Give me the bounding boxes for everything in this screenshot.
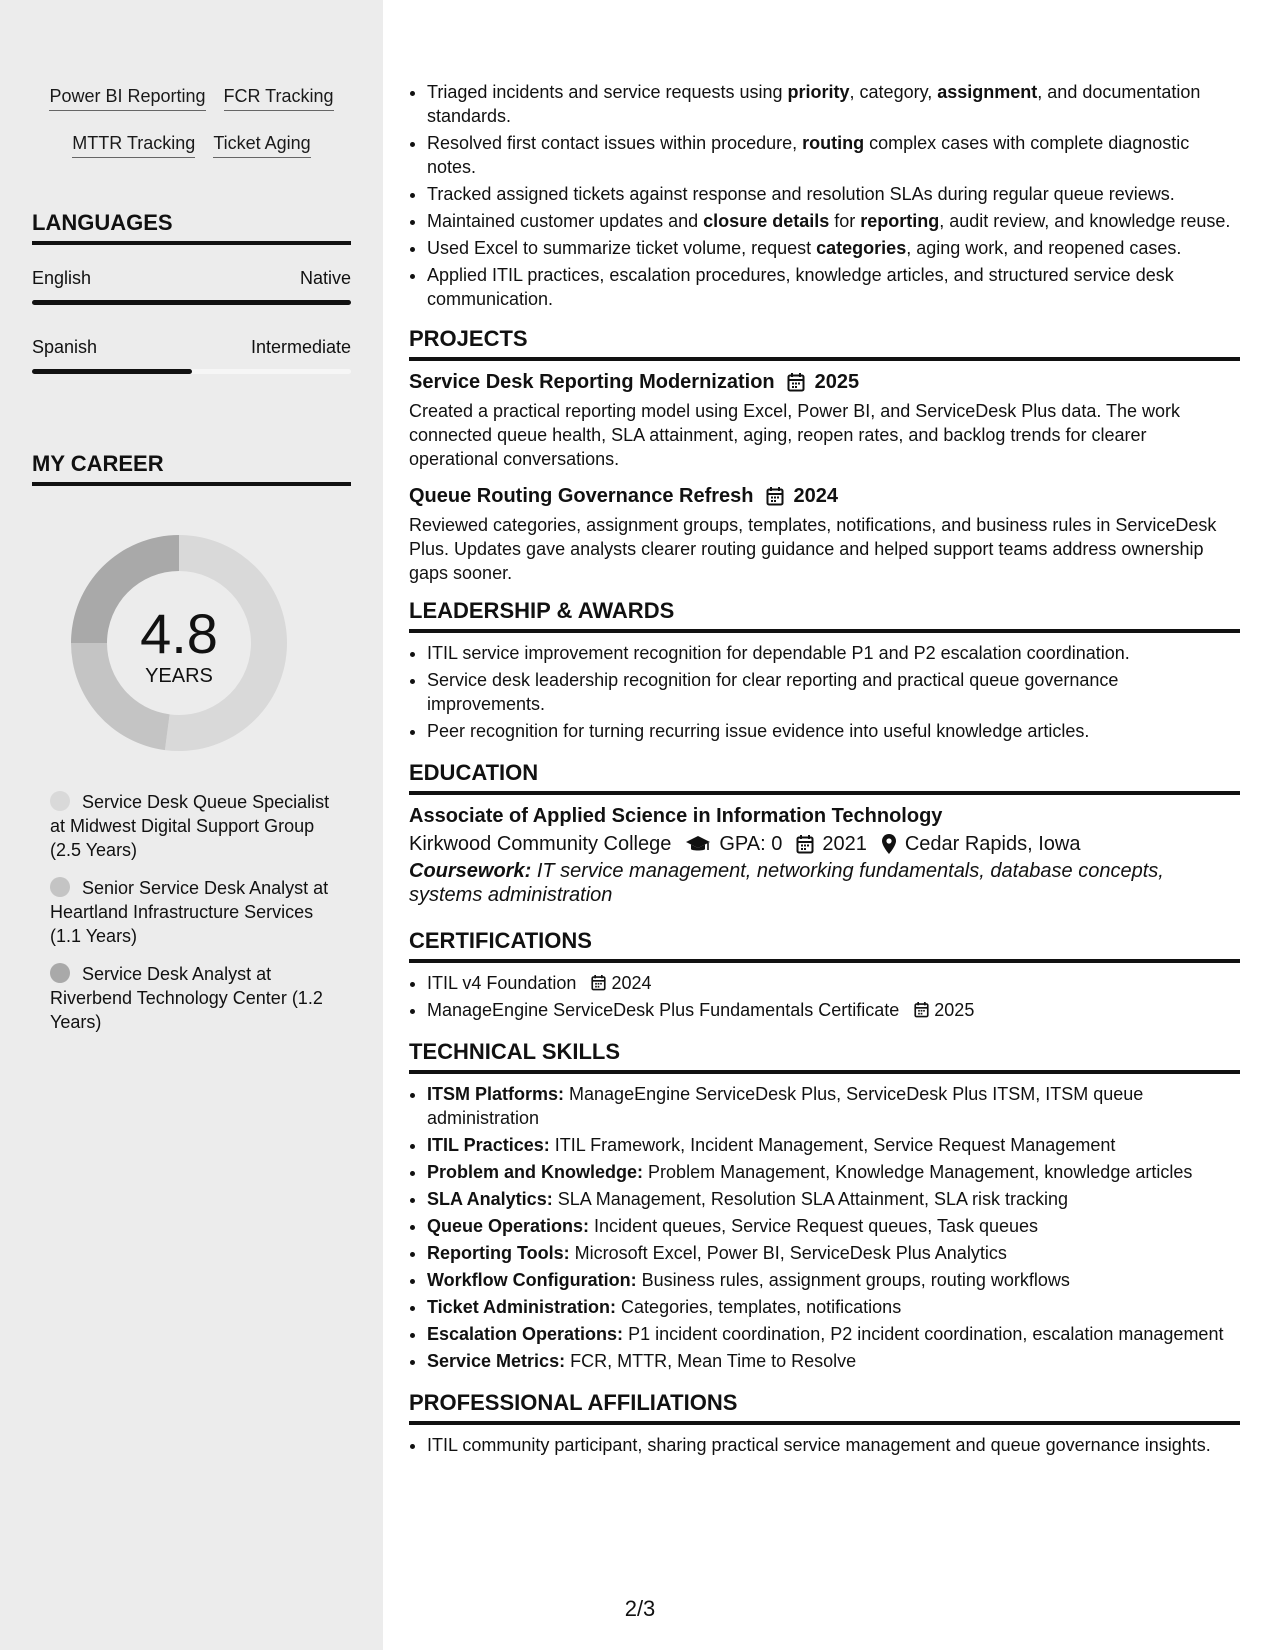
experience-bullet xyxy=(427,263,1240,311)
education-gpa: GPA: 0 xyxy=(719,833,783,855)
skill-text: SLA Management, Resolution SLA Attainment, SLA risk tracking xyxy=(557,1189,1069,1209)
skill-label: Service Metrics: xyxy=(427,1351,566,1371)
certification-item xyxy=(427,998,1240,1022)
skills-section xyxy=(409,1038,1240,1373)
skill-text: Incident queues, Service Request queues, Task queues xyxy=(594,1216,1039,1236)
skill-item xyxy=(427,1268,1240,1292)
sidebar xyxy=(0,0,383,1650)
language-proficiency-bar xyxy=(32,300,351,305)
bold-keyword: assignment xyxy=(937,82,1038,102)
experience-bullet xyxy=(427,209,1240,233)
education-year: 2021 xyxy=(822,833,867,855)
certification-item xyxy=(427,971,1240,995)
text-segment: , audit review, and knowledge reuse. xyxy=(939,211,1231,231)
language-proficiency-fill xyxy=(32,300,351,305)
project-title-row xyxy=(409,369,1240,395)
calendar-icon xyxy=(787,372,805,392)
affiliations-list xyxy=(409,1433,1240,1457)
skill-item xyxy=(427,1133,1240,1157)
experience-bullet xyxy=(427,80,1240,128)
project-title-row xyxy=(409,483,1240,509)
project-title: Queue Routing Governance Refresh xyxy=(409,485,754,507)
language-level: Intermediate xyxy=(250,337,351,357)
experience-bullet xyxy=(427,182,1240,206)
language-proficiency-fill xyxy=(32,369,192,374)
leadership-list xyxy=(409,641,1240,743)
education-section xyxy=(409,759,1240,907)
skill-item xyxy=(427,1322,1240,1346)
career-total-unit: YEARS xyxy=(145,665,213,687)
language-proficiency-bar xyxy=(32,369,351,374)
skill-text: Microsoft Excel, Power BI, ServiceDesk Plus Analytics xyxy=(574,1243,1007,1263)
location-pin-icon xyxy=(881,833,897,855)
calendar-icon xyxy=(766,486,784,506)
language-spanish xyxy=(32,335,351,374)
skill-label: Reporting Tools: xyxy=(427,1243,570,1263)
certifications-heading: CERTIFICATIONS xyxy=(409,927,1240,963)
skill-text: ManageEngine ServiceDesk Plus, ServiceDesk Plus ITSM, ITSM queue administration xyxy=(427,1084,1144,1128)
bold-keyword: reporting xyxy=(860,211,940,231)
affiliation-item: • ITIL community participant, sharing practical service management and queue governance insights. xyxy=(427,1433,1240,1457)
text-segment: Triaged incidents and service requests using xyxy=(427,82,788,102)
skill-text: FCR, MTTR, Mean Time to Resolve xyxy=(570,1351,857,1371)
project-description: Created a practical reporting model using Excel, Power BI, and ServiceDesk Plus data. The work connected queue health, SLA attainment, aging, reopen rates, and backlog trends for clearer operational conversations. xyxy=(409,401,1181,469)
skill-label: Queue Operations: xyxy=(427,1216,590,1236)
text-segment: Maintained customer updates and xyxy=(427,211,704,231)
skill-label: ITIL Practices: xyxy=(427,1135,550,1155)
skill-item xyxy=(427,1214,1240,1238)
skill-text: ITIL Framework, Incident Management, Service Request Management xyxy=(554,1135,1116,1155)
leadership-section xyxy=(409,597,1240,743)
language-english xyxy=(32,266,351,305)
project-year: 2025 xyxy=(814,371,860,393)
skill-tag: MTTR Tracking xyxy=(72,131,195,158)
skill-label: Workflow Configuration: xyxy=(427,1270,637,1290)
language-name: Spanish xyxy=(32,337,98,357)
main-content xyxy=(409,0,1240,1460)
career-item-text: Senior Service Desk Analyst at Heartland Infrastructure Services (1.1 Years) xyxy=(50,878,329,946)
project-year: 2024 xyxy=(793,485,839,507)
bold-keyword: priority xyxy=(787,82,850,102)
career-item xyxy=(50,790,340,862)
skill-item xyxy=(427,1160,1240,1184)
certifications-section xyxy=(409,927,1240,1022)
bold-keyword: categories xyxy=(816,238,907,258)
projects-heading: PROJECTS xyxy=(409,325,1240,361)
project-description: Reviewed categories, assignment groups, templates, notifications, and business rules in ServiceDesk Plus. Updates gave analysts clearer routing guidance and helped support teams address ownership gaps sooner. xyxy=(409,515,1217,583)
education-location: Cedar Rapids, Iowa xyxy=(904,833,1081,855)
career-item xyxy=(50,962,340,1034)
experience-bullets xyxy=(409,80,1240,311)
calendar-icon xyxy=(914,1001,929,1018)
text-segment: Applied ITIL practices, escalation procedures, knowledge articles, and structured service desk communication. xyxy=(427,265,1174,309)
education-coursework xyxy=(409,859,1240,907)
certification-year: 2025 xyxy=(934,1000,975,1020)
skills-list xyxy=(409,1082,1240,1373)
education-heading: EDUCATION xyxy=(409,759,1240,795)
leadership-item: • Peer recognition for turning recurring issue evidence into useful knowledge articles. xyxy=(427,719,1240,743)
text-segment: , aging work, and reopened cases. xyxy=(906,238,1182,258)
languages-heading: LANGUAGES xyxy=(32,209,351,245)
certification-name: ITIL v4 Foundation xyxy=(427,973,577,993)
education-degree: Associate of Applied Science in Information Technology xyxy=(409,805,943,827)
page-number: 2/3 xyxy=(624,1596,656,1621)
graduation-cap-icon xyxy=(685,834,711,854)
career-list xyxy=(50,790,340,1048)
skill-item xyxy=(427,1349,1240,1373)
leadership-heading: LEADERSHIP & AWARDS xyxy=(409,597,1240,633)
skill-tags xyxy=(32,84,351,178)
skill-text: Categories, templates, notifications xyxy=(621,1297,902,1317)
coursework-text: IT service management, networking fundamentals, database concepts, systems administration xyxy=(409,860,1164,906)
certifications-list xyxy=(409,971,1240,1022)
text-segment: for xyxy=(829,211,861,231)
career-item xyxy=(50,876,340,948)
career-heading: MY CAREER xyxy=(32,450,351,486)
legend-dot xyxy=(50,877,70,897)
text-segment: , category, xyxy=(849,82,938,102)
education-details xyxy=(409,829,1240,859)
language-level: Native xyxy=(299,268,351,288)
bold-keyword: closure details xyxy=(703,211,830,231)
leadership-item: • Service desk leadership recognition for clear reporting and practical queue governance improvements. xyxy=(427,668,1240,716)
experience-bullet xyxy=(427,131,1240,179)
bold-keyword: routing xyxy=(802,133,865,153)
legend-dot xyxy=(50,791,70,811)
leadership-item: • ITIL service improvement recognition for dependable P1 and P2 escalation coordination. xyxy=(427,641,1240,665)
affiliations-section xyxy=(409,1389,1240,1457)
career-item-text: Service Desk Analyst at Riverbend Technology Center (1.2 Years) xyxy=(50,964,323,1032)
education-school: Kirkwood Community College xyxy=(409,833,672,855)
text-segment: Tracked assigned tickets against response and resolution SLAs during regular queue reviews. xyxy=(427,184,1175,204)
text-segment: Resolved first contact issues within procedure, xyxy=(427,133,803,153)
certification-year: 2024 xyxy=(611,973,652,993)
coursework-label: Coursework: xyxy=(409,860,532,882)
skill-tag: Ticket Aging xyxy=(213,131,310,158)
skill-tag: FCR Tracking xyxy=(224,84,334,111)
skill-label: ITSM Platforms: xyxy=(427,1084,565,1104)
skill-label: SLA Analytics: xyxy=(427,1189,553,1209)
skill-item xyxy=(427,1295,1240,1319)
skill-label: Escalation Operations: xyxy=(427,1324,624,1344)
project-title: Service Desk Reporting Modernization xyxy=(409,371,775,393)
legend-dot xyxy=(50,963,70,983)
career-total-value: 4.8 xyxy=(140,602,218,665)
career-total xyxy=(66,530,292,756)
calendar-icon xyxy=(591,974,606,991)
text-segment: complex cases with complete diagnostic notes. xyxy=(427,133,1190,177)
skill-label: Problem and Knowledge: xyxy=(427,1162,644,1182)
skills-heading: TECHNICAL SKILLS xyxy=(409,1038,1240,1074)
skill-item xyxy=(427,1241,1240,1265)
skill-text: Problem Management, Knowledge Management, knowledge articles xyxy=(648,1162,1193,1182)
text-segment: , and documentation standards. xyxy=(427,82,1201,126)
skill-text: Business rules, assignment groups, routing workflows xyxy=(641,1270,1070,1290)
career-item-text: Service Desk Queue Specialist at Midwest Digital Support Group (2.5 Years) xyxy=(50,792,330,860)
text-segment: Used Excel to summarize ticket volume, request xyxy=(427,238,817,258)
skill-text: P1 incident coordination, P2 incident coordination, escalation management xyxy=(628,1324,1224,1344)
experience-bullet xyxy=(427,236,1240,260)
projects-section xyxy=(409,325,1240,585)
affiliations-heading: PROFESSIONAL AFFILIATIONS xyxy=(409,1389,1240,1425)
certification-name: ManageEngine ServiceDesk Plus Fundamentals Certificate xyxy=(427,1000,900,1020)
language-name: English xyxy=(32,268,92,288)
skill-tag: Power BI Reporting xyxy=(49,84,205,111)
skill-label: Ticket Administration: xyxy=(427,1297,617,1317)
skill-item xyxy=(427,1082,1240,1130)
calendar-icon xyxy=(796,834,814,854)
skill-item xyxy=(427,1187,1240,1211)
